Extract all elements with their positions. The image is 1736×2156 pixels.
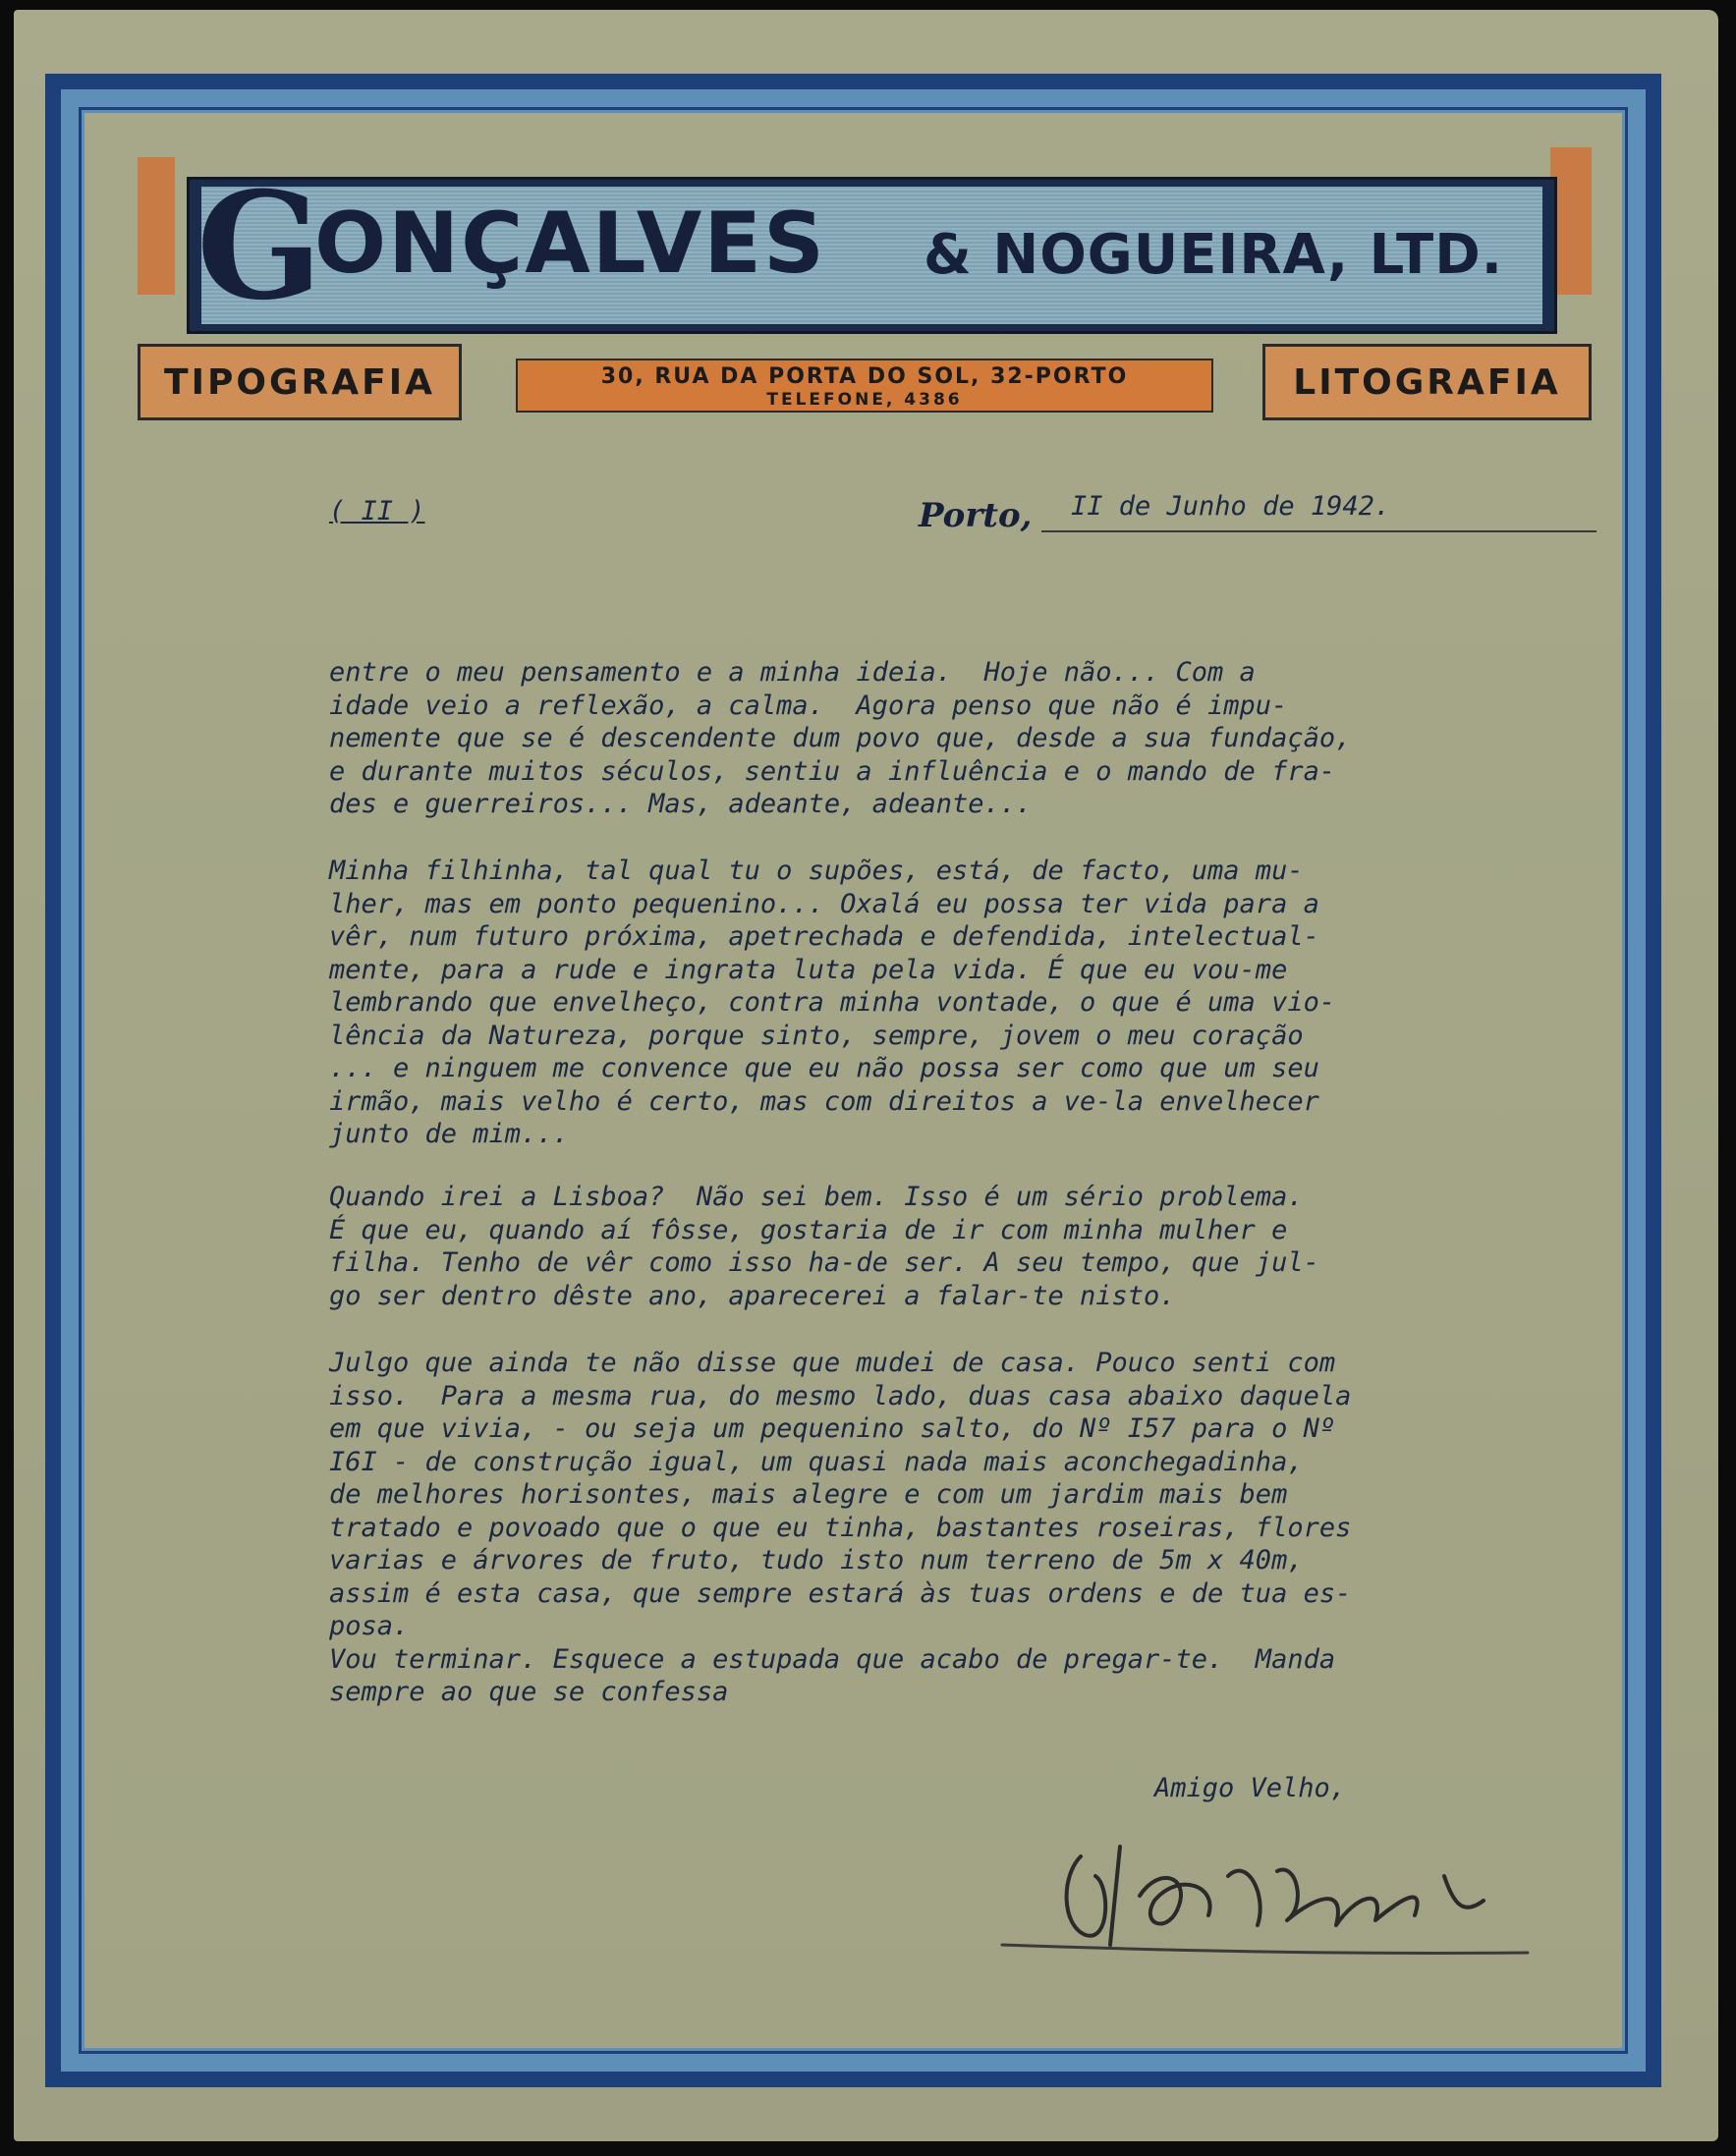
company-address: 30, RUA DA PORTA DO SOL, 32-PORTO [600, 364, 1129, 389]
body-paragraph-2: Minha filhinha, tal qual tu o supões, está, de facto, uma mu- lher, mas em ponto pequenino... Oxalá eu possa ter vida para a vêr, num futuro próxima, apetrechada e defendida, intelectual- mente, para a rude e ingrata luta pela vida. É que eu vou-me lembrando que envelheço, contra minha vontade, o que é uma vio- lência da Natureza, porque sinto, sempre, jovem o meu coração ... e ninguem me convence que eu não possa ser como que um seu irmão, mais velho é certo, mas com direitos a ve-la envelhecer junto de mim... [329, 856, 1336, 1149]
letter-date: II de Junho de 1942. [1071, 491, 1391, 522]
address-box [516, 359, 1213, 413]
body-paragraph-3: Quando irei a Lisboa? Não sei bem. Isso é um sério problema. É que eu, quando aí fôsse, gostaria de ir com minha mulher e filha. Tenho de vêr como isso ha-de ser. A seu tempo, que jul- go ser dentro dêste ano, aparecerei a falar-te nisto. [329, 1182, 1319, 1311]
letter-place: Porto, [919, 496, 1033, 535]
handwritten-signature [992, 1817, 1542, 1974]
body-paragraph-1: entre o meu pensamento e a minha ideia. Hoje não... Com a idade veio a reflexão, a calma. Agora penso que não é impu- nemente que se é descendente dum povo que, desde a sua fundação, e durante muitos séculos, sentiu a influência e o mando de fra- des e guerreiros... Mas, adeante, adeante... [329, 657, 1352, 819]
letterhead-accent-left [138, 157, 175, 295]
service-tipografia: TIPOGRAFIA [138, 344, 462, 420]
letter-reference: ( II ) [329, 496, 425, 526]
closing-salutation: Amigo Velho, [1154, 1773, 1347, 1803]
service-litografia: LITOGRAFIA [1262, 344, 1592, 420]
company-name: ONÇALVES [314, 194, 826, 293]
company-phone: TELEFONE, 4386 [766, 390, 963, 410]
company-partner: & NOGUEIRA, LTD. [924, 223, 1503, 287]
date-underline [1041, 530, 1596, 532]
company-initial: G [196, 160, 323, 333]
body-paragraph-4: Julgo que ainda te não disse que mudei de casa. Pouco senti com isso. Para a mesma rua, do mesmo lado, duas casa abaixo daquela em que vivia, - ou seja um pequenino salto, do Nº I57 para o Nº I6I - de construção igual, um quasi nada mais aconchegadinha, de melhores horisontes, mais alegre e com um jardim mais bem tratado e povoado que o que eu tinha, bastantes roseiras, flores varias e árvores de fruto, tudo isto num terreno de 5m x 40m, assim é esta casa, que sempre estará às tuas ordens e de tua es- posa. Vou terminar. Esquece a estupada que acabo de pregar-te. Manda sempre ao que se confessa [329, 1348, 1352, 1707]
